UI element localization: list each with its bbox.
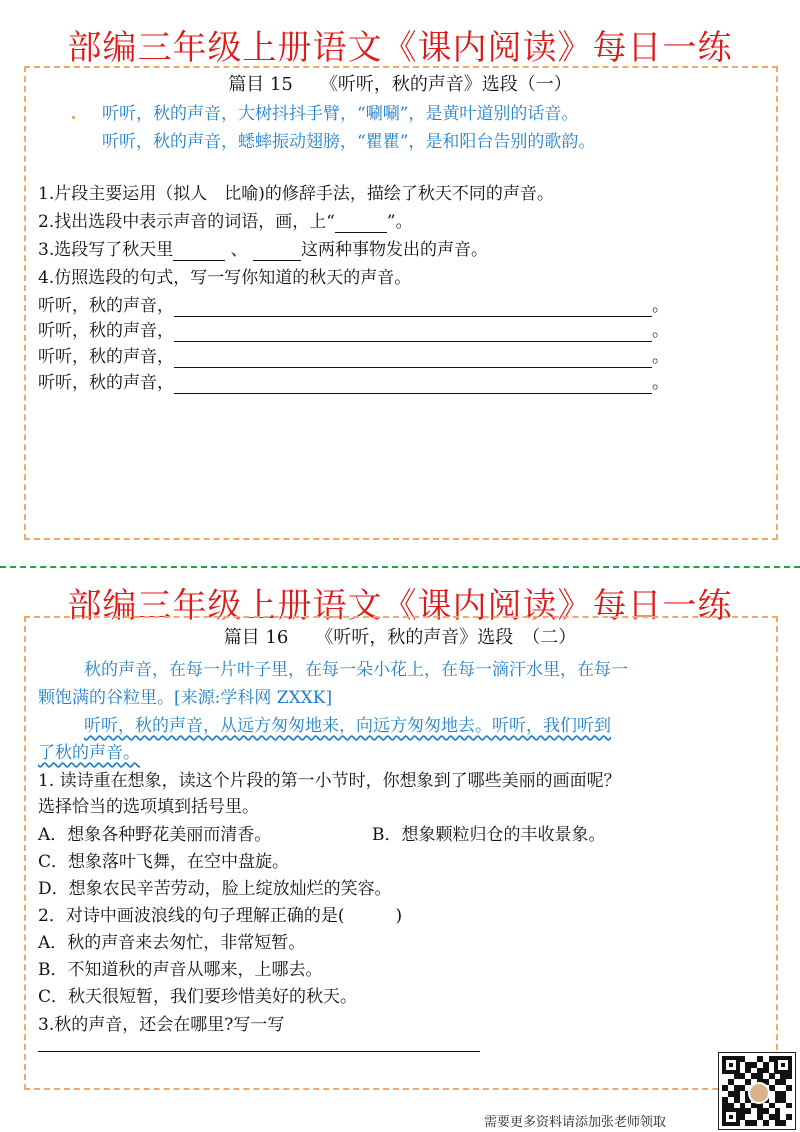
answer-line-lead: 听听，秋的声音， xyxy=(38,347,174,367)
answer-line-end: 。 xyxy=(652,347,669,367)
section1-passage-line-1: 听听，秋的声音，大树抖抖手臂，“唰唰”，是黄叶道别的话音。 xyxy=(102,104,579,124)
option-b: B．想象颗粒归仓的丰收景象。 xyxy=(372,825,606,845)
wavy-underlined-sentence-end: 了秋的声音。 xyxy=(38,743,140,763)
q3-blank-1[interactable] xyxy=(173,240,225,261)
answer-blank[interactable] xyxy=(174,373,652,394)
section2-question-1-cont: 选择恰当的选项填到括号里。 xyxy=(38,797,259,817)
answer-line-end: 。 xyxy=(652,321,669,341)
q2-text-end: ”。 xyxy=(386,212,413,232)
answer-line-1 xyxy=(38,291,669,317)
section2-passage-line-1: 秋的声音，在每一片叶子里，在每一朵小花上，在每一滴汗水里，在每一 xyxy=(84,660,628,680)
option-c: C．想象落叶飞舞，在空中盘旋。 xyxy=(38,852,290,872)
answer-line-end: 。 xyxy=(652,296,669,316)
section2-passage-line-4 xyxy=(38,738,140,763)
section2-question-1: 1. 读诗重在想象，读这个片段的第一小节时，你想象到了哪些美丽的画面呢？ xyxy=(38,771,621,791)
option-a: A．想象各种野花美丽而清香。 xyxy=(38,825,272,845)
qr-finder-icon xyxy=(722,1056,740,1074)
answer-blank[interactable] xyxy=(174,347,652,368)
answer-line-4 xyxy=(38,368,669,394)
section-divider xyxy=(0,566,800,568)
section2-question-2: 2．对诗中画波浪线的句子理解正确的是( ) xyxy=(38,906,403,926)
avatar-icon xyxy=(748,1082,770,1104)
q3-answer-line[interactable] xyxy=(38,1051,480,1052)
q3-text-end: 这两种事物发出的声音。 xyxy=(301,240,489,260)
section1-question-3 xyxy=(38,235,488,261)
answer-blank[interactable] xyxy=(174,321,652,342)
qr-module xyxy=(786,1120,792,1126)
answer-line-lead: 听听，秋的声音， xyxy=(38,321,174,341)
qr-code xyxy=(718,1052,796,1130)
q2-option-b: B．不知道秋的声音从哪来，上哪去。 xyxy=(38,960,323,980)
answer-line-2 xyxy=(38,316,669,342)
q3-text-start: 3.选段写了秋天里 xyxy=(38,240,174,260)
q2-option-c: C．秋天很短暂，我们要珍惜美好的秋天。 xyxy=(38,987,358,1007)
decorative-dot xyxy=(72,116,75,119)
section1-question-1: 1.片段主要运用（拟人 比喻)的修辞手法，描绘了秋天不同的声音。 xyxy=(38,184,554,204)
footer-note: 需要更多资料请添加张老师领取 xyxy=(484,1115,667,1130)
section1-question-2 xyxy=(38,207,413,233)
qr-finder-icon xyxy=(774,1056,792,1074)
answer-line-lead: 听听，秋的声音， xyxy=(38,296,174,316)
section1-heading: 篇目 15 《听听，秋的声音》选段（一） xyxy=(228,74,572,95)
option-d: D．想象农民辛苦劳动，脸上绽放灿烂的笑容。 xyxy=(38,879,392,899)
q2-blank[interactable] xyxy=(335,212,387,233)
qr-finder-icon xyxy=(722,1108,740,1126)
section2-passage-line-3 xyxy=(84,711,611,736)
q3-blank-2[interactable] xyxy=(253,240,301,261)
q2-text-start: 2.找出选段中表示声音的词语，画，上“ xyxy=(38,212,335,232)
section1-question-4: 4.仿照选段的句式，写一写你知道的秋天的声音。 xyxy=(38,268,412,288)
section1-title: 部编三年级上册语文《课内阅读》每日一练 xyxy=(67,28,733,68)
answer-blank[interactable] xyxy=(174,296,652,317)
section1-passage-line-2: 听听，秋的声音，蟋蟀振动翅膀，“瞿瞿”，是和阳台告别的歌韵。 xyxy=(102,132,596,152)
section2-heading: 篇目 16 《听听，秋的声音》选段 （二） xyxy=(223,627,577,648)
section2-question-3: 3.秋的声音，还会在哪里?写一写 xyxy=(38,1015,285,1035)
answer-line-end: 。 xyxy=(652,373,669,393)
q2-option-a: A．秋的声音来去匆忙，非常短暂。 xyxy=(38,933,306,953)
section2-title: 部编三年级上册语文《课内阅读》每日一练 xyxy=(67,586,733,626)
section2-passage-line-2: 颗饱满的谷粒里。[来源:学科网 ZXXK] xyxy=(38,688,333,708)
answer-line-3 xyxy=(38,342,669,368)
q3-separator: 、 xyxy=(230,240,248,260)
wavy-underlined-sentence: 听听，秋的声音，从远方匆匆地来，向远方匆匆地去。听听，我们听到 xyxy=(84,716,611,736)
answer-line-lead: 听听，秋的声音， xyxy=(38,373,174,393)
